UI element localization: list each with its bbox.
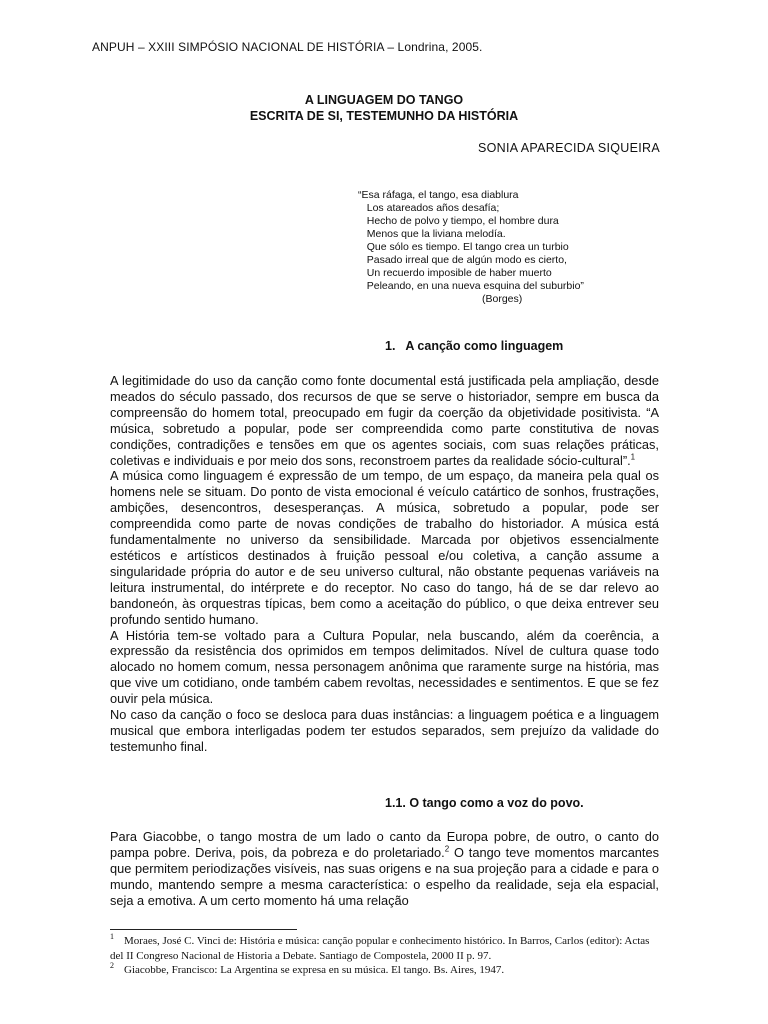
- epigraph-line: Pasado irreal que de algún modo es cierto,: [358, 254, 567, 266]
- section-1-body: [110, 373, 659, 755]
- author-name: SONIA APARECIDA SIQUEIRA: [477, 141, 660, 155]
- paragraph-text: Para Giacobbe, o tango mostra de um lado o canto da Europa pobre, de outro, o canto do pampa pobre. Deriva, pois, da pobreza e do proletariado.: [110, 829, 659, 860]
- footnote-text: Moraes, José C. Vinci de: História e música: canção popular e conhecimento histórico. In Barros, Carlos (editor): Actas del II Congreso Nacional de Historia a Debate. Santiago de Compostela, 2000 II p. 97.: [110, 935, 650, 962]
- title-line-2: ESCRITA DE SI, TESTEMUNHO DA HISTÓRIA: [249, 109, 519, 123]
- epigraph-line: Menos que la liviana melodía.: [358, 228, 506, 240]
- paragraph: No caso da canção o foco se desloca para duas instâncias: a linguagem poética e a linguagem musical que embora interligadas podem ter estudos separados, sem prejuízo da validade do testemunho final.: [110, 707, 659, 754]
- paragraph: [110, 829, 659, 909]
- footnote: [110, 963, 665, 978]
- footnote-divider: [110, 929, 297, 930]
- epigraph-line: Peleando, en una nueva esquina del suburbio”: [358, 280, 584, 292]
- paragraph-text: A legitimidade do uso da canção como fonte documental está justificada pela ampliação, desde meados do século passado, dos recursos de que se serve o historiador, sempre em busca da compreensão do homem total, preocupado em fugir da coerção da objetividade positivista. “A música, sobretudo a popular, pode ser compreendida como parte constitutiva de novas condições, contradições e tensões em que os agentes sociais, com suas relações práticas, coletivas e individuais e por meio dos sons, reconstroem partes da realidade sócio-cultural”.: [110, 373, 659, 468]
- epigraph-line: Un recuerdo imposible de haber muerto: [358, 267, 552, 279]
- paragraph: [110, 373, 659, 468]
- epigraph-attribution: (Borges): [482, 293, 523, 305]
- section-heading-1-1: 1.1. O tango como a voz do povo.: [385, 796, 584, 810]
- footnote: [110, 934, 665, 963]
- footnote-ref-link[interactable]: 2: [444, 844, 450, 854]
- epigraph-line: Los atareados años desafía;: [358, 202, 500, 214]
- epigraph-line: “Esa ráfaga, el tango, esa diablura: [358, 189, 519, 201]
- paragraph: A História tem-se voltado para a Cultura Popular, nela buscando, além da coerência, a expressão da resistência dos oprimidos em tempos delimitados. Nível de cultura quase todo alocado no homem comum, nessa personagem anônima que raramente surge na história, mas que vive um cotidiano, onde também cabem revoltas, necessidades e sentimentos. E que se fez ouvir pela música.: [110, 627, 659, 707]
- footnote-ref-link[interactable]: 1: [630, 452, 636, 462]
- running-head: ANPUH – XXIII SIMPÓSIO NACIONAL DE HISTÓRIA – Londrina, 2005.: [92, 40, 483, 54]
- footnote-number: 2: [110, 961, 114, 971]
- section-1-1-body: [110, 829, 659, 909]
- epigraph: [358, 189, 584, 306]
- paragraph: A música como linguagem é expressão de um tempo, de um espaço, da maneira pela qual os homens nele se situam. Do ponto de vista emocional é veículo catártico de sonhos, frustrações, ambições, desencontros, desesperanças. A música, sobretudo a popular, pode ser compreendida como parte de novas condições de trabalho do historiador. A música está fundamentalmente no universo da sensibilidade. Marcada por objetivos essencialmente estéticos e artísticos destinados à fruição pessoal e/ou coletiva, a canção assume a singularidade própria do autor e de seu universo cultural, não obstante pequenas variáveis na leitura instrumental, do intérprete e do receptor. No caso do tango, há de se dar relevo ao bandoneón, às orquestras típicas, bem como a aceitação do público, o que deixa entrever seu profundo sentido humano.: [110, 468, 659, 627]
- paragraph-text: O tango teve momentos marcantes que permitem periodizações visíveis, nas suas origens e na sua projeção para a cidade e para o mundo, mantendo sempre a mesma característica: o espelho da realidade, seja ela espacial, seja a emotiva. A um certo momento há uma relação: [110, 844, 659, 908]
- epigraph-line: Hecho de polvo y tiempo, el hombre dura: [358, 215, 559, 227]
- footnote-number: 1: [110, 932, 114, 942]
- section-heading-1: 1. A canção como linguagem: [385, 339, 564, 353]
- epigraph-line: Que sólo es tiempo. El tango crea un turbio: [358, 241, 569, 253]
- footnote-text: Giacobbe, Francisco: La Argentina se expresa en su música. El tango. Bs. Aires, 1947.: [124, 964, 505, 976]
- title-line-1: A LINGUAGEM DO TANGO: [304, 93, 464, 107]
- footnotes: [110, 934, 665, 978]
